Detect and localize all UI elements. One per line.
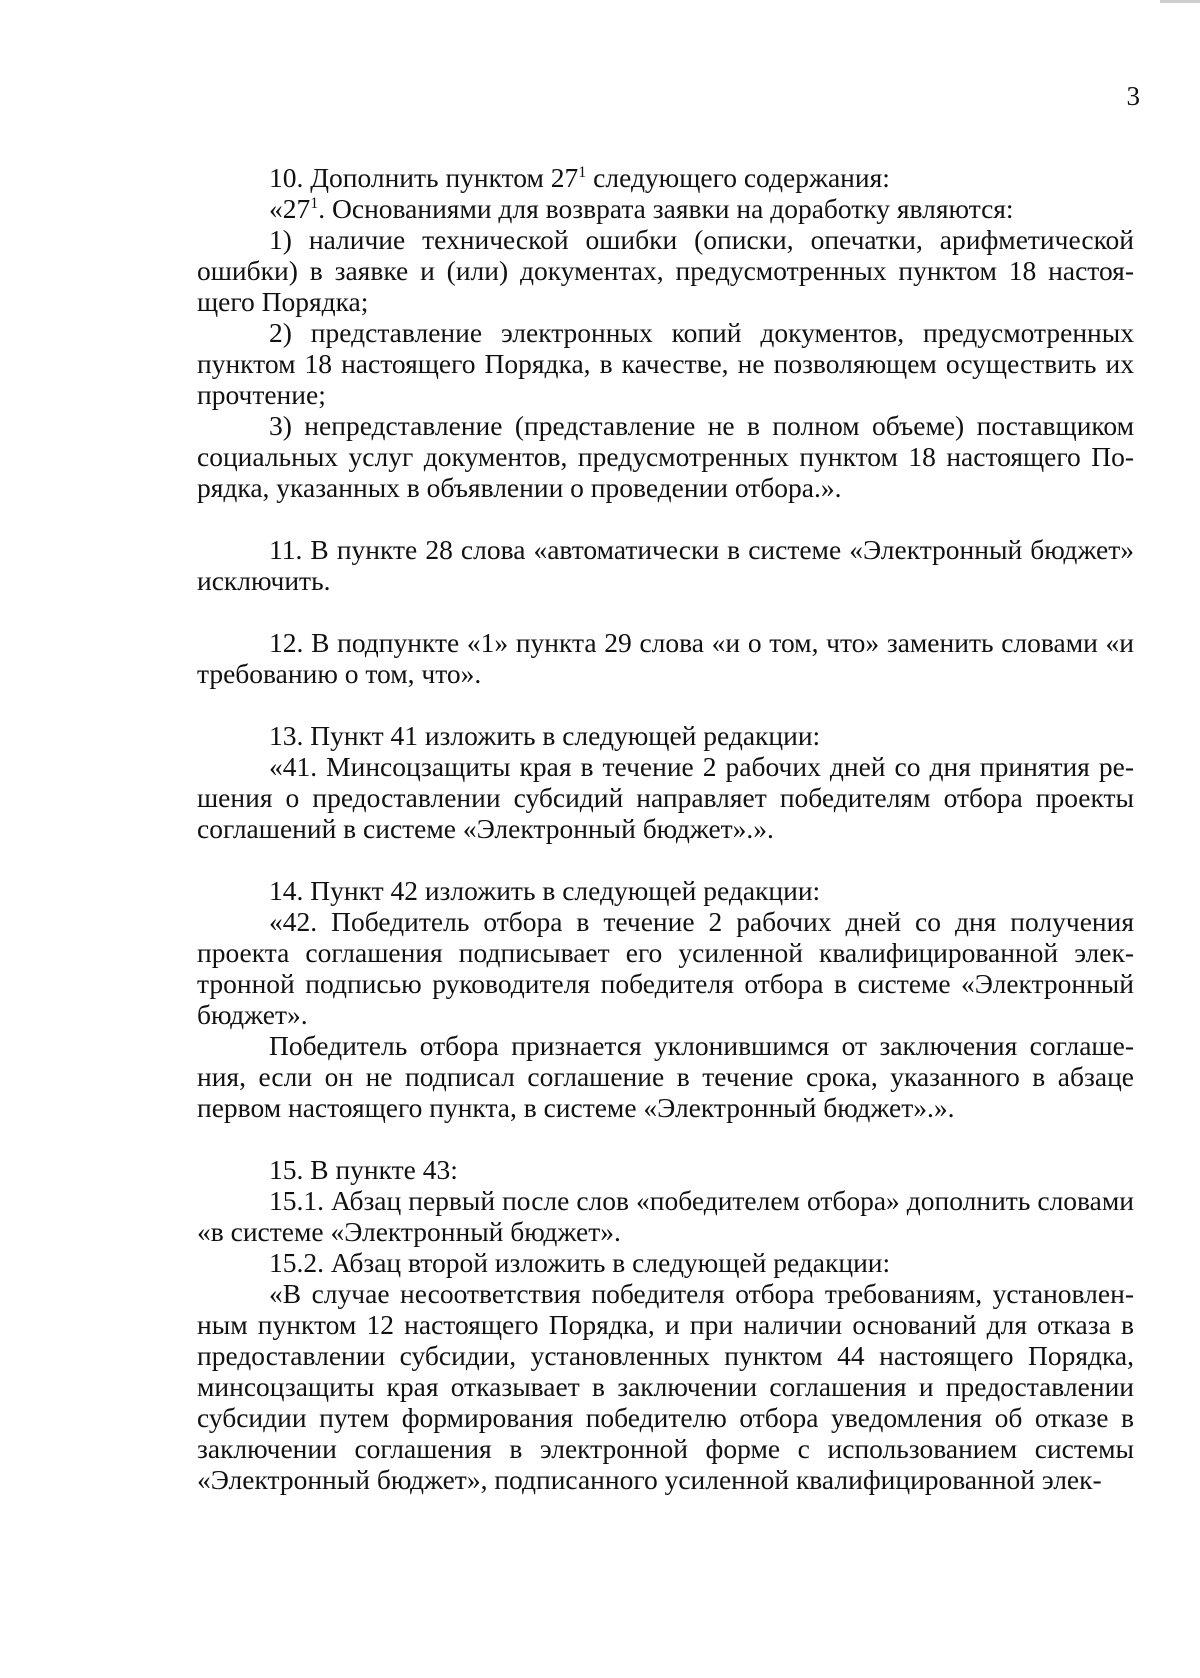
scan-artifact: [1160, 0, 1200, 3]
paragraph: 13. Пункт 41 изложить в следующей редакции:: [269, 720, 821, 751]
paragraph: 10. Дополнить пунктом $27^1$ следующего содержания:: [269, 162, 890, 193]
page-number: 3: [1126, 81, 1140, 111]
paragraph: «В случае несоответствия победителя отбора требованиям, установленным пунктом 12 настоящего Порядка, и при наличии оснований для отказа в предоставлении субсидии, установленных пунктом 44 настоящего Порядка, минсоцзащиты края отказывает в заключении соглашения и предоставлении субсидии путем формирования победителю отбора уведомления об отказе в заключении соглашения в электронной форме с использованием системы «Электронный бюджет», подписанного усиленной квалифицированной элек-: [197, 1278, 1134, 1495]
paragraph: 15.1. Абзац первый после слов «победителем отбора» дополнить словами «в системе «Электронный бюджет».: [197, 1185, 1134, 1247]
paragraph: 15.2. Абзац второй изложить в следующей редакции:: [269, 1247, 891, 1278]
paragraph: 1) наличие технической ошибки (описки, опечатки, арифметической ошибки) в заявке и (или) документах, предусмотренных пунктом 18 настоящего Порядка;: [197, 224, 1134, 317]
paragraph: 12. В подпункте «1» пункта 29 слова «и о том, что» заменить словами «и требованию о том, что».: [197, 627, 1134, 689]
paragraph: 3) непредставление (представление не в полном объеме) поставщиком социальных услуг документов, предусмотренных пунктом 18 настоящего Порядка, указанных в объявлении о проведении отбора.».: [197, 410, 1134, 503]
paragraph: 2) представление электронных копий документов, предусмотренных пунктом 18 настоящего Порядка, в качестве, не позволяющем осуществить их прочтение;: [197, 317, 1134, 410]
paragraph: Победитель отбора признается уклонившимся от заключения соглашения, если он не подписал соглашение в течение срока, указанного в абзаце первом настоящего пункта, в системе «Электронный бюджет».».: [197, 1030, 1134, 1123]
paragraph: 14. Пункт 42 изложить в следующей редакции:: [269, 875, 821, 906]
paragraph: «41. Минсоцзащиты края в течение 2 рабочих дней со дня принятия решения о предоставлении субсидий направляет победителям отбора проекты соглашений в системе «Электронный бюджет».».: [197, 751, 1134, 844]
paragraph: «42. Победитель отбора в течение 2 рабочих дней со дня получения проекта соглашения подписывает его усиленной квалифицированной электронной подписью руководителя победителя отбора в системе «Электронный бюджет».: [197, 906, 1134, 1030]
document-body: [197, 162, 1134, 1495]
paragraph: 15. В пункте 43:: [269, 1154, 458, 1185]
paragraph: «$27^1$. Основаниями для возврата заявки на доработку являются:: [269, 193, 1014, 224]
paragraph: 11. В пункте 28 слова «автоматически в системе «Электронный бюджет» исключить.: [197, 534, 1134, 596]
